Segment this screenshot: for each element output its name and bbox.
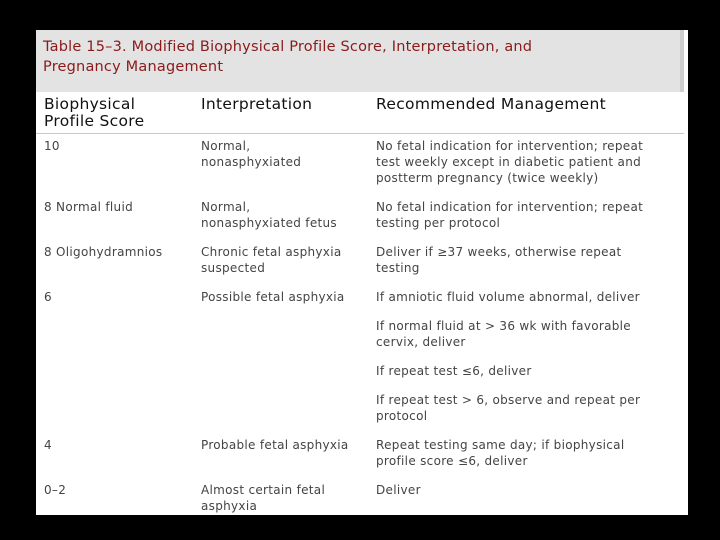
header-management <box>376 96 606 113</box>
cell-line: If repeat test > 6, observe and repeat per <box>376 393 641 407</box>
cell-line: asphyxia <box>201 499 258 513</box>
cell-line: If repeat test ≤6, deliver <box>376 364 532 378</box>
header-divider <box>36 133 684 134</box>
cell-line: Repeat testing same day; if biophysical <box>376 438 625 452</box>
cell-line: cervix, deliver <box>376 335 466 349</box>
cell-line: Possible fetal asphyxia <box>201 290 345 304</box>
row-3-management <box>376 289 640 305</box>
row-2-interpretation <box>201 244 341 276</box>
header-interpretation <box>201 96 312 113</box>
row-2-score <box>44 244 162 260</box>
row-0-interpretation <box>201 138 301 170</box>
cell-line: testing <box>376 261 420 275</box>
cell-line: Chronic fetal asphyxia <box>201 245 342 259</box>
cell-line: test weekly except in diabetic patient and <box>376 155 642 169</box>
row-3-score <box>44 289 52 305</box>
cell-text: 8 Normal fluid <box>44 200 133 214</box>
cell-line: suspected <box>201 261 266 275</box>
cell-text: 0–2 <box>44 483 67 497</box>
cell-line: No fetal indication for intervention; repeat <box>376 200 644 214</box>
header-score <box>44 96 144 130</box>
header-score-line-2: Profile Score <box>44 112 145 130</box>
cell-text: 4 <box>44 438 52 452</box>
cell-text: 6 <box>44 290 52 304</box>
cell-line: Deliver if ≥37 weeks, otherwise repeat <box>376 245 622 259</box>
row-7-score <box>44 437 52 453</box>
cell-line: nonasphyxiated fetus <box>201 216 337 230</box>
row-1-management <box>376 199 643 231</box>
cell-line: postterm pregnancy (twice weekly) <box>376 171 599 185</box>
row-8-interpretation <box>201 482 325 514</box>
cell-line: If amniotic fluid volume abnormal, deliver <box>376 290 640 304</box>
cell-line: Probable fetal asphyxia <box>201 438 349 452</box>
cell-line: profile score ≤6, deliver <box>376 454 528 468</box>
row-0-management <box>376 138 643 186</box>
table-slide <box>36 30 688 515</box>
cell-text: 8 Oligohydramnios <box>44 245 163 259</box>
cell-line: No fetal indication for intervention; repeat <box>376 139 644 153</box>
row-8-score <box>44 482 66 498</box>
row-1-score <box>44 199 133 215</box>
caption-line-1: Table 15–3. Modified Biophysical Profile Score, Interpretation, and <box>43 39 533 55</box>
row-6-management <box>376 392 640 424</box>
cell-line: Almost certain fetal <box>201 483 326 497</box>
row-2-management <box>376 244 622 276</box>
cell-line: Normal, <box>201 139 251 153</box>
cell-line: Deliver <box>376 483 421 497</box>
row-4-management <box>376 318 631 350</box>
row-5-management <box>376 363 532 379</box>
row-7-management <box>376 437 624 469</box>
cell-line: Normal, <box>201 200 251 214</box>
row-0-score <box>44 138 60 154</box>
cell-line: testing per protocol <box>376 216 501 230</box>
row-7-interpretation <box>201 437 349 453</box>
row-1-interpretation <box>201 199 337 231</box>
cell-text: 10 <box>44 139 60 153</box>
caption-line-2: Pregnancy Management <box>43 59 224 75</box>
cell-line: protocol <box>376 409 428 423</box>
header-management-text: Recommended Management <box>376 95 607 113</box>
cell-line: nonasphyxiated <box>201 155 302 169</box>
header-score-line-1: Biophysical <box>44 95 136 113</box>
cell-line: If normal fluid at > 36 wk with favorable <box>376 319 631 333</box>
header-interpretation-text: Interpretation <box>201 95 313 113</box>
table-caption <box>36 30 684 92</box>
row-3-interpretation <box>201 289 345 305</box>
row-8-management <box>376 482 421 498</box>
